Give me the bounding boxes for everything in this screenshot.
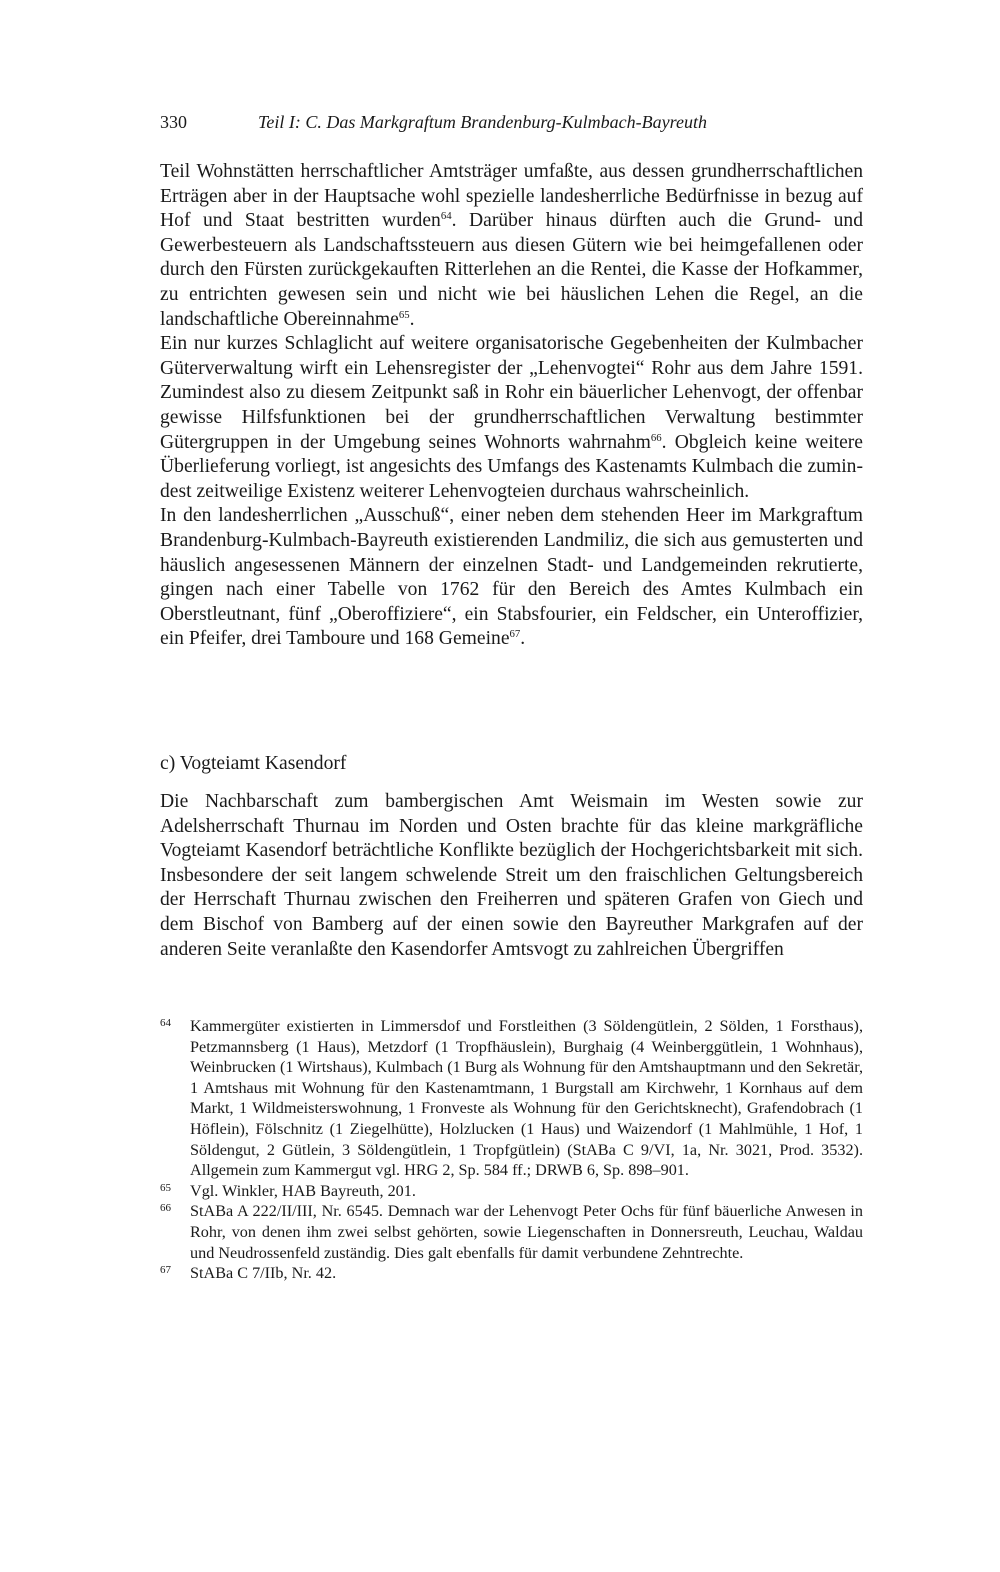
footnotes	[160, 1016, 863, 1284]
paragraph-2-text-b: . Obgleich keine weitere Überlieferung vorliegt, ist angesichts des Umfangs des Kastenamts Kulmbach die zumindest zeitweilige Existenz weiterer Lehenvogteien durchaus wahrscheinlich.	[160, 431, 864, 502]
footnote-mark: 64	[160, 1017, 171, 1029]
footnote-text: Kammergüter existierten in Limmersdof und Forstleithen (3 Söldengütlein, 2 Sölden, 1 Forsthaus), Petzmannsberg (1 Haus), Metzdorf (1 Tropfhäuslein), Burghaig (4 Weinberggütlein, 1 Wohnhaus), Weinbrucken (1 Wirtshaus), Kulmbach (1 Burg als Wohnung für den Amtshauptmann und den Sekretär, 1 Amtshaus mit Wohnung für den Kastenamtmann, 1 Burgstall am Kirchwehr, 1 Kornhaus auf dem Markt, 1 Wildmeisterswohnung, 1 Fronveste als Wohnung für den Gerichtsknecht), Grafendobrach (1 Höflein), Fölschnitz (1 Ziegelhütte), Holzlucken (1 Haus) und Waizendorf (1 Mahlmühle, 1 Hof, 1 Söldengut, 2 Gütlein, 3 Söldengütlein, 1 Tropfgütlein) (StABa C 9/VI, 1a, Nr. 3021, Prod. 3532). Allgemein zum Kammergut vgl. HRG 2, Sp. 584 ff.; DRWB 6, Sp. 898–901.	[190, 1017, 863, 1180]
paragraph-3	[160, 504, 863, 652]
paragraph-4: Die Nachbarschaft zum bambergischen Amt Weismain im Westen sowie zur Adelsherrschaft Thurnau im Norden und Osten brachte für das kleine markgräfliche Vogteiamt Kasendorf beträchtliche Konflikte bezüglich der Hochgerichtsbarkeit mit sich. Insbesondere der seit langem schwelende Streit um den fraischlichen Geltungsbereich der Herrschaft Thurnau zwischen den Freiherren und späteren Grafen von Giech und dem Bischof von Bamberg auf der einen sowie den Bayreuther Markgrafen auf der anderen Seite veranlaßte den Kasendorfer Amtsvogt zu zahlreichen Übergriffen	[160, 791, 863, 960]
page-number: 330	[160, 112, 187, 132]
footnote-66	[160, 1201, 863, 1263]
paragraph-1-text-c: .	[409, 308, 415, 330]
main-text-block	[160, 160, 863, 652]
paragraph-2-text-a: Ein nur kurzes Schlaglicht auf weitere organisatorische Gegebenheiten der Kulmbacher Güterverwaltung wirft ein Lehensregister der „Lehenvogtei“ Rohr aus dem Jahre 1591. Zumindest also zu diesem Zeitpunkt saß in Rohr ein bäuerlicher Lehenvogt, der offenbar gewisse Hilfsfunktionen bei der grundherrschaftlichen Verwaltung bestimmter Gütergruppen in der Umgebung seines Wohnorts wahrnahm	[160, 333, 863, 453]
paragraph-3-text-b: .	[520, 628, 526, 650]
paragraph-3-text-a: In den landesherrlichen „Ausschuß“, einer neben dem stehenden Heer im Markgraftum Brandenburg-Kulmbach-Bayreuth existierenden Landmiliz, die sich aus gemusterten und häuslich angesessenen Männern der einzelnen Stadt- und Landgemeinden rekrutierte, gingen nach einer Tabelle von 1762 für den Bereich des Amtes Kulmbach ein Oberstleutnant, fünf „Oberoffiziere“, ein Stabsfourier, ein Feldscher, ein Unteroffizier, ein Pfeifer, drei Tamboure und 168 Gemeine	[160, 505, 863, 650]
running-title: Teil I: C. Das Markgraftum Brandenburg-Kulmbach-Bayreuth	[258, 112, 707, 132]
paragraph-1-text-b: . Darüber hinaus dürften auch die Grund- und Gewerbesteuern als Landschaftssteuern aus diesen Gütern wie bei heimgefallenen oder durch den Fürsten zurückgekauften Ritterlehen an die Rentei, die Kasse der Hofkammer, zu entrichten gewesen sein und nicht wie bei häuslichen Lehen die Regel, an die landschaftliche Obereinnahme	[160, 210, 863, 330]
paragraph-1	[160, 160, 863, 332]
footnote-65	[160, 1181, 863, 1202]
footnote-ref-66: 66	[650, 431, 662, 444]
footnote-mark: 66	[160, 1202, 171, 1215]
footnote-mark: 65	[160, 1181, 171, 1194]
section-text-block	[160, 790, 863, 962]
footnote-text: StABa A 222/II/III, Nr. 6545. Demnach war der Lehenvogt Peter Ochs für fünf bäuerliche Anwesen in Rohr, von denen ihm zwei selbst gehörten, sowie Liegenschaften in Donnersreuth, Leuchau, Waldau und Neudrossenfeld zuständig. Dies galt ebenfalls für damit verbundene Zehntrechte.	[190, 1202, 863, 1262]
footnote-mark: 67	[160, 1264, 171, 1277]
footnote-text: StABa C 7/IIb, Nr. 42.	[190, 1264, 337, 1283]
footnote-67	[160, 1263, 863, 1284]
section-heading: c) Vogteiamt Kasendorf	[160, 753, 347, 774]
footnote-ref-67: 67	[509, 628, 521, 641]
paragraph-2	[160, 332, 863, 504]
footnote-64	[160, 1016, 863, 1181]
running-header	[160, 110, 860, 134]
footnote-ref-64: 64	[440, 210, 452, 223]
footnote-ref-65: 65	[398, 308, 410, 321]
paragraph-1-text-a: Teil Wohnstätten herrschaftlicher Amtsträger umfaßte, aus dessen grundherrschaftlichen Erträgen aber in der Hauptsache wohl spezielle landesherrliche Bedürfnisse in bezug auf Hof und Staat bestritten wurden	[160, 161, 863, 232]
footnote-text: Vgl. Winkler, HAB Bayreuth, 201.	[190, 1181, 416, 1200]
